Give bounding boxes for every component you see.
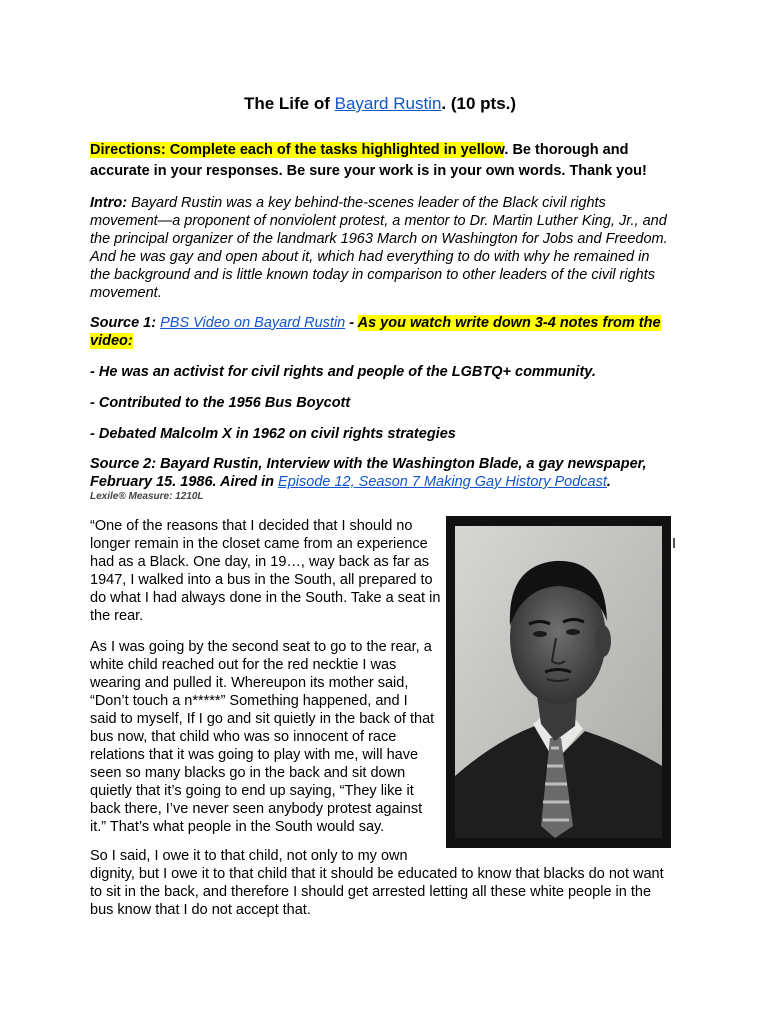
portrait-photo-frame (446, 516, 671, 848)
directions-highlight: Directions: Complete each of the tasks highlighted in yellow (90, 142, 505, 158)
intro-label: Intro: (90, 195, 128, 211)
podcast-episode-link[interactable]: Episode 12, Season 7 Making Gay History Podcast (278, 474, 607, 490)
intro-paragraph (90, 194, 672, 302)
stray-text: I (672, 536, 677, 552)
directions-paragraph (90, 140, 670, 182)
directions-rest: . Be thorough and accurate in your responses. Be sure your work is in your own words. Thank you! (90, 142, 647, 179)
quote-p3-line1: So I said, I owe it to that child, not only to my own (90, 848, 408, 864)
lexile-measure: Lexile® Measure: 1210L (90, 491, 204, 502)
source2-paragraph (90, 455, 672, 491)
pbs-video-link[interactable]: PBS Video on Bayard Rustin (160, 315, 346, 331)
quote-paragraph-3 (90, 847, 672, 919)
source1-dash: - (345, 315, 358, 331)
quote-paragraph-2: As I was going by the second seat to go to the rear, a white child reached out for the red necktie I was wearing and pulled it. Whereupon its mother said, “Don’t touch a n*****” Something happened, and I said to myself, If I go and sit quietly in the back of that bus now, that child who was so innocent of race relations that it was going to play with me, will have seen so many blacks go in the back and sit down quietly that it’s going to end up saying, “They like it back there, I’ve never seen anybody protest against it.” That’s what people in the South would say. (90, 639, 435, 835)
source2-text: Source 2: Bayard Rustin, Interview with the Washington Blade, a gay newspaper, February 15. 1986. Aired in (90, 456, 647, 490)
intro-text: Bayard Rustin was a key behind-the-scenes leader of the Black civil rights movement—a proponent of nonviolent protest, a mentor to Dr. Martin Luther King, Jr., and the principal organizer of the landmark 1963 March on Washington for Jobs and Freedom. And he was gay and open about it, which had everything to do with why he remained in the background and is little known today in comparison to other leaders of the civil rights movement. (90, 195, 668, 301)
bayard-rustin-portrait (455, 526, 662, 838)
note-item: - Contributed to the 1956 Bus Boycott (90, 395, 351, 411)
title-prefix: The Life of (243, 94, 335, 113)
source1-highlight: As you watch write down 3-4 notes from the video: (90, 315, 661, 349)
source2-end: . (606, 474, 611, 490)
quote-p3-rest: dignity, but I owe it to that child that it should be educated to know that blacks do not want to sit in the back, and therefore I should get arrested letting all these white people in the bus know that I do not accept that. (90, 866, 664, 918)
note-item: - He was an activist for civil rights and people of the LGBTQ+ community. (90, 364, 596, 380)
source1-label: Source 1: (90, 315, 161, 331)
bayard-rustin-link[interactable]: Bayard Rustin (334, 94, 442, 113)
quote-paragraph-1: “One of the reasons that I decided that I should no longer remain in the closet came from an experience had as a Black. One day, in 19…, way back as far as 1947, I walked into a bus in the South, all prepared to do what I had always done in the South. Take a seat in the rear. (90, 518, 441, 624)
title-suffix: . (10 pts.) (441, 94, 517, 113)
note-item: - Debated Malcolm X in 1962 on civil rights strategies (90, 426, 456, 442)
source1-paragraph (90, 314, 672, 350)
page-title (90, 93, 670, 115)
portrait-image (455, 526, 662, 838)
